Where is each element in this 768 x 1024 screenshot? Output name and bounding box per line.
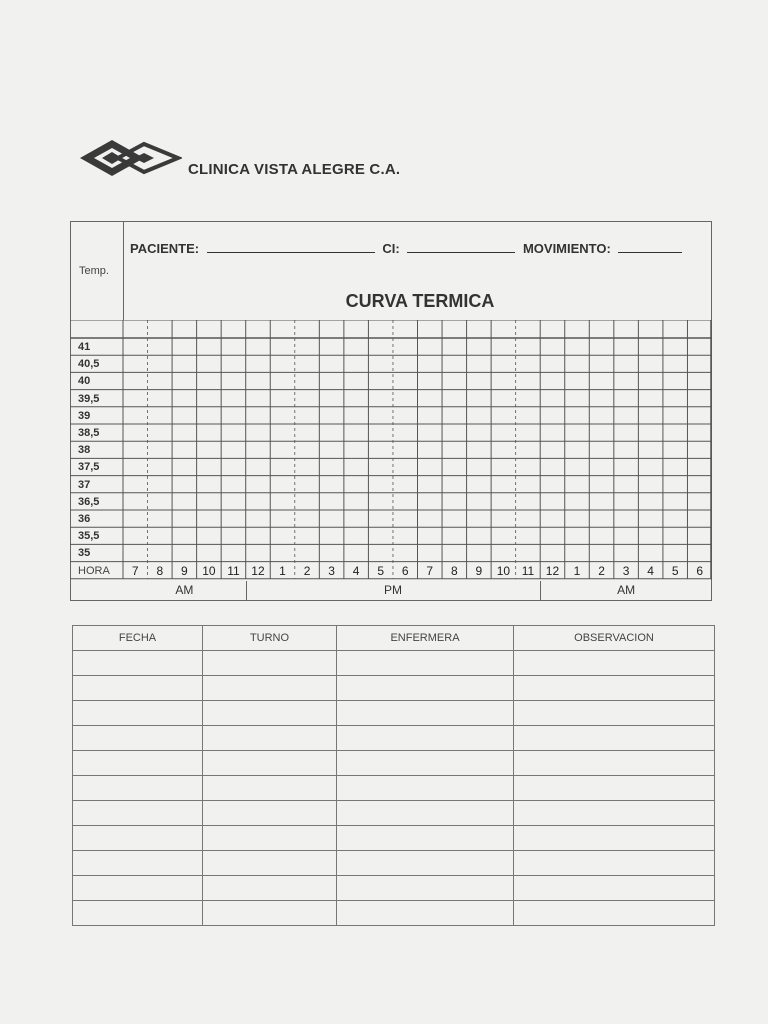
hour-label: 12 [251,564,265,578]
table-row [73,676,715,701]
hour-label: 12 [545,564,560,578]
temperature-label: 36,5 [78,495,100,508]
table-cell[interactable] [337,726,514,751]
column-header-fecha: FECHA [73,626,203,651]
table-cell[interactable] [203,651,337,676]
table-cell[interactable] [337,901,514,926]
nursing-log-table [72,625,715,926]
hour-label: 9 [475,564,483,578]
table-cell[interactable] [337,876,514,901]
table-row [73,826,715,851]
hour-label: 2 [598,564,605,578]
table-cell[interactable] [514,876,715,901]
table-cell[interactable] [337,676,514,701]
table-cell[interactable] [203,826,337,851]
table-cell[interactable] [73,826,203,851]
temperature-label: 41 [78,341,91,353]
temperature-label: 38 [78,444,91,457]
table-cell[interactable] [514,801,715,826]
hour-label: 5 [671,564,679,578]
table-row [73,876,715,901]
table-cell[interactable] [203,876,337,901]
table-cell[interactable] [203,751,337,776]
log-table-header [73,626,715,651]
table-cell[interactable] [514,901,715,926]
column-header-turno: TURNO [203,626,337,651]
hour-label: 4 [352,564,360,578]
table-cell[interactable] [203,801,337,826]
table-cell[interactable] [203,851,337,876]
hour-label: 8 [450,564,458,578]
table-cell[interactable] [73,901,203,926]
table-row [73,851,715,876]
hour-label: 7 [426,564,434,578]
hour-label: 7 [131,564,139,578]
hour-label: 5 [377,564,385,578]
table-row [73,651,715,676]
temperature-label: 37 [78,478,91,491]
period-label: AM [175,583,194,597]
hour-label: 8 [156,564,164,578]
patient-field[interactable] [207,240,375,253]
table-cell[interactable] [337,651,514,676]
table-cell[interactable] [337,776,514,801]
period-label: PM [383,583,402,597]
hour-label: 9 [181,564,188,578]
period-divider [540,581,541,600]
table-cell[interactable] [73,726,203,751]
hour-label: 1 [279,564,286,578]
movement-label: MOVIMIENTO: [522,241,611,256]
hour-label: 10 [202,564,216,578]
table-cell[interactable] [73,651,203,676]
temperature-label: 35 [78,547,91,560]
temperature-label: 36 [78,513,91,525]
hour-label: 1 [573,564,581,578]
table-row [73,726,715,751]
table-cell[interactable] [514,726,715,751]
chart-title: CURVA TERMICA [345,291,495,311]
table-cell[interactable] [337,751,514,776]
table-cell[interactable] [73,801,203,826]
ci-field[interactable] [407,240,515,253]
patient-info-row [130,240,686,256]
table-row [73,776,715,801]
temperature-label: 37,5 [78,461,100,474]
table-cell[interactable] [514,826,715,851]
table-cell[interactable] [73,701,203,726]
temperature-label: 39 [78,409,91,422]
clinic-name: CLINICA VISTA ALEGRE C.A. [188,161,401,178]
table-cell[interactable] [514,751,715,776]
period-label: AM [617,583,636,597]
temperature-label: 40,5 [78,358,100,371]
table-cell[interactable] [73,751,203,776]
hour-label: 11 [227,564,240,578]
temperature-label: 40 [78,375,91,388]
temperature-label: 39,5 [78,392,100,405]
table-row [73,701,715,726]
table-cell[interactable] [203,701,337,726]
table-cell[interactable] [514,701,715,726]
table-cell[interactable] [514,851,715,876]
clinic-header [78,136,478,186]
hour-label: 4 [647,564,654,578]
hour-label: 3 [622,564,630,578]
column-header-observacion: OBSERVACION [514,626,715,651]
hour-label: 6 [696,564,704,578]
table-cell[interactable] [514,676,715,701]
table-row [73,901,715,926]
table-cell[interactable] [203,901,337,926]
table-cell[interactable] [337,801,514,826]
hour-label: 11 [521,564,535,578]
temp-column-label: Temp. [79,265,109,277]
info-divider [123,222,124,320]
table-cell[interactable] [73,776,203,801]
table-cell[interactable] [514,651,715,676]
table-cell[interactable] [203,776,337,801]
patient-label: PACIENTE: [130,241,200,256]
table-cell[interactable] [73,851,203,876]
table-cell[interactable] [203,676,337,701]
table-cell[interactable] [73,876,203,901]
movement-field[interactable] [618,240,682,253]
hour-label: 2 [303,564,311,578]
table-cell[interactable] [337,826,514,851]
table-cell[interactable] [337,701,514,726]
table-row [73,801,715,826]
table-cell[interactable] [514,776,715,801]
table-cell[interactable] [203,726,337,751]
hour-label: 3 [328,564,335,578]
hour-label: 10 [496,564,511,578]
table-cell[interactable] [337,851,514,876]
column-header-enfermera: ENFERMERA [337,626,514,651]
temperature-label: 35,5 [78,530,100,543]
table-row [73,751,715,776]
hour-label: 6 [401,564,409,578]
period-divider [246,581,247,600]
table-cell[interactable] [73,676,203,701]
temperature-label: 38,5 [78,427,100,439]
ci-label: CI: [382,241,400,256]
hora-label: HORA [78,565,110,577]
clinic-logo-icon [78,136,182,180]
temperature-grid [70,320,712,583]
